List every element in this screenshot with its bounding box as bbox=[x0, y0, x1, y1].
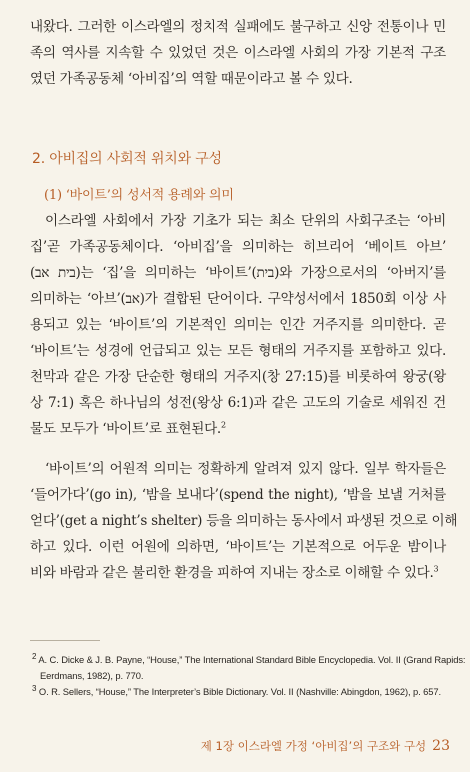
text-line: 용되고 있는 ‘바이트’의 기본적인 의미는 인간 거주지를 의미한다. 곧 bbox=[30, 317, 446, 333]
footnote-ref: 2 bbox=[220, 420, 226, 430]
line-text: 비와 바람과 같은 불리한 환경을 피하여 지내는 장소로 이해할 수 있다. bbox=[30, 565, 434, 581]
footnote-marker: 2 bbox=[32, 651, 37, 661]
text-line: 족의 역사를 지속할 수 있었던 것은 이스라엘 사회의 가장 기본적 구조 bbox=[30, 45, 446, 61]
paragraph-2 bbox=[30, 456, 458, 586]
text-line: 하고 있다. 이런 어원에 의하면, ‘바이트’는 기본적으로 어두운 밤이나 bbox=[30, 539, 446, 555]
text-line: ‘들어가다’(go in), ‘밤을 보내다’(spend the night), ‘밤을 보낼 거처를 bbox=[30, 487, 446, 503]
footnote-text: O. R. Sellers, “House,” The Interpreter’s Bible Dictionary. Vol. II (Nashville: Abingdon, 1962), p. 657. bbox=[38, 686, 442, 697]
footnote-2-continued: Eerdmans, 1982), p. 770. bbox=[40, 670, 144, 681]
footnote-divider bbox=[30, 640, 100, 641]
text-line: ‘바이트’는 성경에 언급되고 있는 모든 형태의 거주지를 포함하고 있다. bbox=[30, 343, 446, 359]
text-line: 천막과 같은 가장 단순한 형태의 거주지(창 27:15)를 비롯하여 왕궁(왕 bbox=[30, 369, 446, 385]
line-text: 물도 모두가 ‘바이트’로 표현된다. bbox=[30, 421, 221, 437]
text-line: 얻다’(get a night’s shelter) 등을 의미하는 동사에서 파생된 것으로 이해 bbox=[30, 513, 458, 529]
text-line: 집’곧 가족공동체이다. ‘아비집’을 의미하는 히브리어 ‘베이트 아브’ bbox=[30, 239, 446, 255]
paragraph-1 bbox=[30, 208, 446, 442]
text-line: (בית אב)는 ‘집’을 의미하는 ‘바이트’(בית)와 가장으로서의 ‘아버지’를 bbox=[30, 265, 446, 281]
text-line bbox=[30, 560, 446, 586]
text-line bbox=[30, 416, 446, 442]
text-line: 였던 가족공동체 ‘아비집’의 역할 때문이라고 볼 수 있다. bbox=[30, 71, 353, 87]
text-line: ‘바이트’의 어원적 의미는 정확하게 알려져 있지 않다. 일부 학자들은 bbox=[45, 461, 446, 477]
footnote-3 bbox=[32, 684, 452, 700]
intro-paragraph bbox=[30, 14, 446, 92]
footnotes bbox=[32, 651, 466, 700]
text-line: 이스라엘 사회에서 가장 기초가 되는 최소 단위의 사회구조는 ‘아비 bbox=[45, 213, 446, 229]
footnote-2 bbox=[32, 651, 466, 668]
text-line: 상 7:1) 혹은 하나님의 성전(왕상 6:1)과 같은 고도의 기술로 세워진 건 bbox=[30, 395, 446, 411]
page-number: 23 bbox=[432, 738, 450, 754]
footnote-marker: 3 bbox=[32, 683, 37, 693]
page-footer bbox=[201, 738, 450, 754]
chapter-title: 제 1장 이스라엘 가정 ‘아비집’의 구조와 구성 bbox=[200, 739, 427, 753]
text-line: 의미하는 ‘아브’(אב)가 결합된 단어이다. 구약성서에서 1850회 이상 사 bbox=[30, 291, 446, 307]
text-line: 내왔다. 그러한 이스라엘의 정치적 실패에도 불구하고 신앙 전통이나 민 bbox=[30, 19, 446, 35]
footnote-ref: 3 bbox=[433, 564, 439, 574]
section-heading: 2. 아비집의 사회적 위치와 구성 bbox=[32, 151, 222, 167]
subsection-heading: (1) ‘바이트’의 성서적 용례와 의미 bbox=[44, 188, 234, 203]
footnote-text: A. C. Dicke & J. B. Payne, “House,” The International Standard Bible Encyclopedia. Vol. II (Grand Rapids: bbox=[38, 654, 466, 665]
